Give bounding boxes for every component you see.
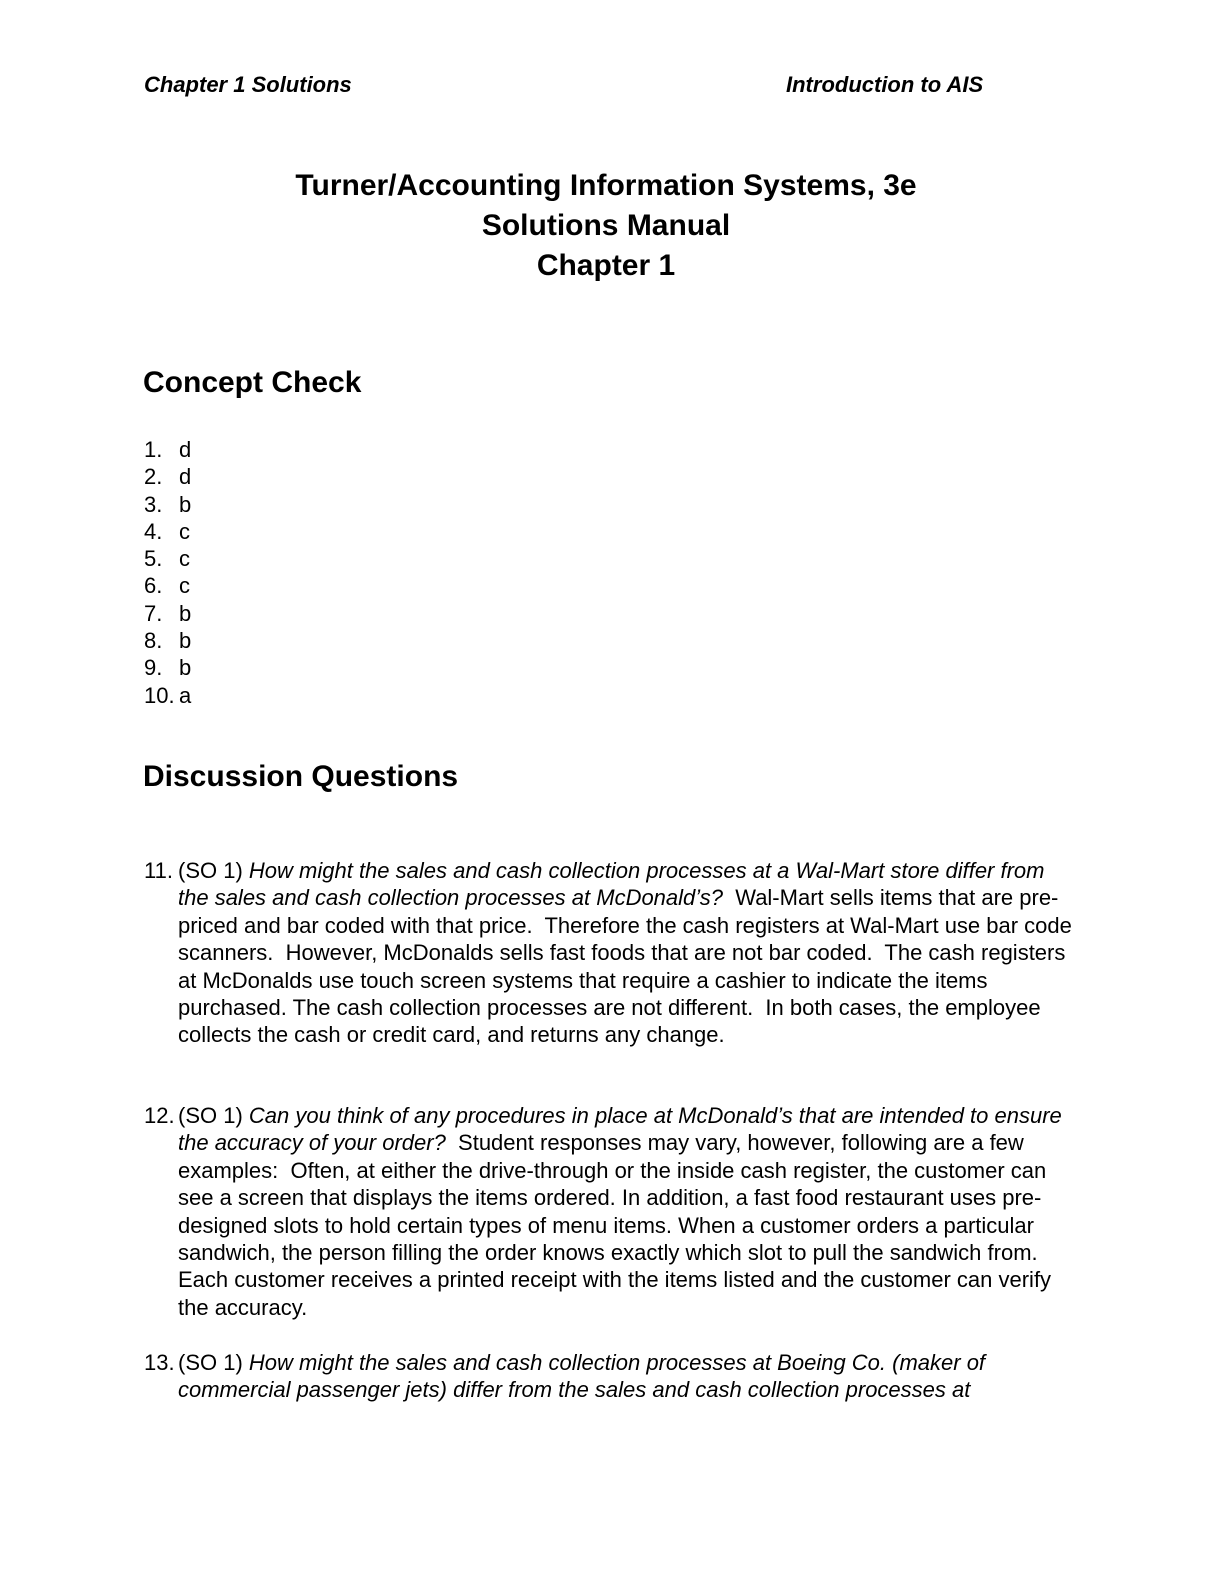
study-objective-tag: (SO 1) — [178, 1103, 249, 1128]
answer-number: 6. — [144, 573, 163, 599]
question-body — [178, 1102, 1074, 1321]
answer-row — [144, 463, 191, 490]
answer-row — [144, 491, 191, 518]
concept-check-answers — [144, 436, 191, 709]
question-body — [178, 1349, 1074, 1404]
title-line-2: Solutions Manual — [481, 209, 731, 242]
question-number: 12. — [144, 1103, 175, 1128]
question-prompt: How might the sales and cash collection processes at a Wal-Mart store differ from the sales and cash collection processes at McDonald’s? — [178, 858, 1045, 911]
question-prompt: Can you think of any procedures in place at McDonald’s that are intended to ensure the accuracy of your order? — [178, 1103, 1062, 1156]
answer-row — [144, 518, 191, 545]
question-prompt: How might the sales and cash collection processes at Boeing Co. (maker of commercial passenger jets) differ from the sales and cash collection processes at — [178, 1350, 986, 1403]
answer-number: 2. — [144, 464, 163, 490]
document-title — [0, 166, 1212, 286]
answer-value: d — [179, 464, 192, 490]
answer-number: 7. — [144, 600, 163, 626]
answer-row — [144, 436, 191, 463]
answer-row — [144, 545, 191, 572]
answer-value: c — [179, 546, 190, 572]
answer-number: 10. — [144, 682, 175, 708]
answer-value: b — [179, 655, 192, 681]
question-answer: Wal-Mart sells items that are pre-priced and bar coded with that price. Therefore the cash registers at Wal-Mart use bar code scanners. However, McDonalds sells fast foods that are not bar coded. The cash registers at McDonalds use touch screen systems that require a cashier to indicate the items purchased. The cash collection processes are not different. In both cases, the employee collects the cash or credit card, and returns any change. — [178, 885, 1079, 1048]
study-objective-tag: (SO 1) — [178, 1350, 249, 1375]
title-line-1: Turner/Accounting Information Systems, 3e — [295, 169, 917, 202]
answer-row — [144, 600, 191, 627]
discussion-questions-heading: Discussion Questions — [143, 760, 459, 793]
answer-row — [144, 654, 191, 681]
running-header-right: Introduction to AIS — [786, 72, 984, 97]
answer-number: 9. — [144, 655, 163, 681]
answer-row — [144, 572, 191, 599]
answer-number: 4. — [144, 518, 163, 544]
question-body — [178, 857, 1079, 1049]
answer-value: c — [179, 573, 190, 599]
answer-value: b — [179, 600, 192, 626]
answer-value: c — [179, 518, 190, 544]
running-header-left: Chapter 1 Solutions — [144, 72, 352, 97]
answer-number: 1. — [144, 437, 163, 462]
concept-check-heading: Concept Check — [143, 366, 362, 399]
study-objective-tag: (SO 1) — [178, 858, 249, 883]
answer-number: 5. — [144, 546, 163, 572]
answer-value: b — [179, 628, 192, 654]
answer-row — [144, 627, 191, 654]
answer-value: b — [179, 491, 192, 517]
answer-row — [144, 682, 191, 709]
title-line-3: Chapter 1 — [536, 249, 676, 282]
answer-value: d — [179, 437, 192, 462]
question-number: 11. — [144, 858, 173, 883]
answer-number: 8. — [144, 628, 163, 654]
discussion-question-12 — [144, 1102, 1074, 1321]
question-answer: Student responses may vary, however, following are a few examples: Often, at either the drive-through or the inside cash register, the customer can see a screen that displays the items ordered. In addition, a fast food restaurant uses pre-designed slots to hold certain types of menu items. When a customer orders a particular sandwich, the person filling the order knows exactly which slot to pull the sandwich from. Each customer receives a printed receipt with the items listed and the customer can verify the accuracy. — [178, 1130, 1058, 1320]
discussion-question-13 — [144, 1349, 1074, 1404]
question-number: 13. — [144, 1350, 175, 1375]
discussion-question-11 — [144, 857, 1079, 1049]
answer-value: a — [179, 682, 192, 708]
answer-number: 3. — [144, 491, 163, 517]
